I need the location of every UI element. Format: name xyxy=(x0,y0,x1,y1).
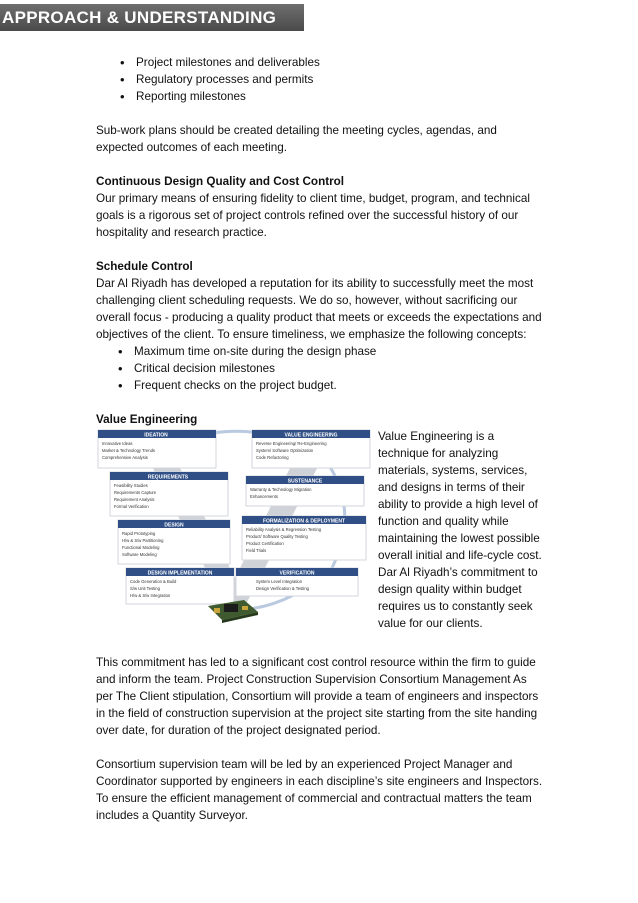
subwork-paragraph: Sub-work plans should be created detailing the meeting cycles, agendas, and expected outcomes of each meeting. xyxy=(96,124,497,154)
box-item: H/w & S/w Integration xyxy=(130,593,171,598)
box-item: Product Certification xyxy=(246,541,284,546)
list-item: • Project milestones and deliverables xyxy=(136,54,546,71)
box-item: Reliability Analysis & Regression Testing xyxy=(246,527,322,532)
box-title: DESIGN xyxy=(164,522,184,529)
milestone-list xyxy=(96,54,546,105)
schedule-paragraph: Dar Al Riyadh has developed a reputation for its ability to successfully meet the most challenging client scheduling requests. We do so, however, without sacrificing our overall focus - producing a quality product that meets or exceeds the expectations and objectives of the client. To ensure timeliness, we emphasize the following concepts: xyxy=(96,277,542,341)
list-item: • Regulatory processes and permits xyxy=(136,71,546,88)
cdqcc-heading: Continuous Design Quality and Cost Control xyxy=(96,175,345,188)
value-engineering-diagram xyxy=(96,428,372,624)
box-item: Requirements Capture xyxy=(114,490,157,495)
cdqcc-paragraph: Our primary means of ensuring fidelity to client time, budget, program, and technical goals is a rigorous set of project controls refined over the successful history of our hospitality and research practice. xyxy=(96,192,530,239)
box-verification xyxy=(236,568,358,596)
box-item: System/ Software Optimization xyxy=(256,448,314,453)
box-item: Software Modeling xyxy=(122,552,157,557)
box-item: System Level Integration xyxy=(256,579,303,584)
box-design xyxy=(118,520,230,564)
box-formalization xyxy=(242,516,366,560)
ve-paragraph: Value Engineering is a technique for analyzing materials, systems, services, and designs in terms of their ability to provide a high level of function and quality while maintaining the lowest possible overall initial and life-cycle cost. Dar Al Riyadh’s commitment to design quality within budget requires us to constantly seek value for our clients. xyxy=(378,430,542,630)
ve-heading: Value Engineering xyxy=(96,413,198,426)
ve-section xyxy=(96,428,546,654)
box-item: Warranty & Technology Migration xyxy=(250,487,312,492)
box-item: Field Trials xyxy=(246,548,267,553)
box-title: SUSTENANCE xyxy=(287,478,323,485)
schedule-heading: Schedule Control xyxy=(96,260,193,273)
consortium-paragraph: Consortium supervision team will be led by an experienced Project Manager and Coordinator supported by engineers in each discipline’s site engineers and Inspectors. To ensure the efficient management of commercial and contractual matters the team includes a Quantity Surveyor. xyxy=(96,758,543,822)
box-ideation xyxy=(98,430,216,468)
box-sustenance xyxy=(246,476,364,506)
box-item: Product/ Software Quality Testing xyxy=(246,534,308,539)
list-item: • Reporting milestones xyxy=(136,88,546,105)
box-item: Reverse Engineering/ Re-Engineering xyxy=(256,441,327,446)
list-item: • Frequent checks on the project budget. xyxy=(134,377,546,394)
box-item: Code Generation & Build xyxy=(130,579,177,584)
box-item: Code Refactoring xyxy=(256,455,289,460)
box-item: Design Verification & Testing xyxy=(256,586,309,591)
list-item: • Critical decision milestones xyxy=(134,360,546,377)
box-title: VALUE ENGINEERING xyxy=(284,432,338,439)
box-item: Rapid Prototyping xyxy=(122,531,156,536)
list-item: • Maximum time on-site during the design phase xyxy=(134,343,546,360)
box-title: DESIGN IMPLEMENTATION xyxy=(147,570,213,577)
box-item: Requirement Analysis xyxy=(114,497,155,502)
section-header: APPROACH & UNDERSTANDING xyxy=(0,4,304,31)
box-value-engineering xyxy=(252,430,370,468)
box-item: Functional Modeling xyxy=(122,545,160,550)
box-item: H/w & S/w Partitioning xyxy=(122,538,164,543)
box-item: Feasibility Studies xyxy=(114,483,148,488)
box-title: VERIFICATION xyxy=(279,570,315,577)
box-title: IDEATION xyxy=(144,432,168,439)
commitment-paragraph: This commitment has led to a significant cost control resource within the firm to guide and inform the team. Project Construction Supervision Consortium Management As per The Client stipulation, Consortium will provide a team of engineers and inspectors in the field of construction supervision at the project site starting from the site handing over date, for duration of the project designated period. xyxy=(96,656,539,737)
box-item: Enhancements xyxy=(250,494,278,499)
box-item: Innovative Ideas xyxy=(102,441,133,446)
box-title: REQUIREMENTS xyxy=(147,474,189,481)
box-item: Comprehensive Analysis xyxy=(102,455,148,460)
box-item: Market & Technology Trends xyxy=(102,448,155,453)
document-body xyxy=(96,54,546,824)
box-design-implementation xyxy=(126,568,234,604)
box-requirements xyxy=(110,472,228,516)
schedule-list xyxy=(96,343,546,394)
box-item: S/w Unit Testing xyxy=(130,586,160,591)
box-title: FORMALIZATION & DEPLOYMENT xyxy=(262,518,346,525)
box-item: Formal Verification xyxy=(114,504,149,509)
